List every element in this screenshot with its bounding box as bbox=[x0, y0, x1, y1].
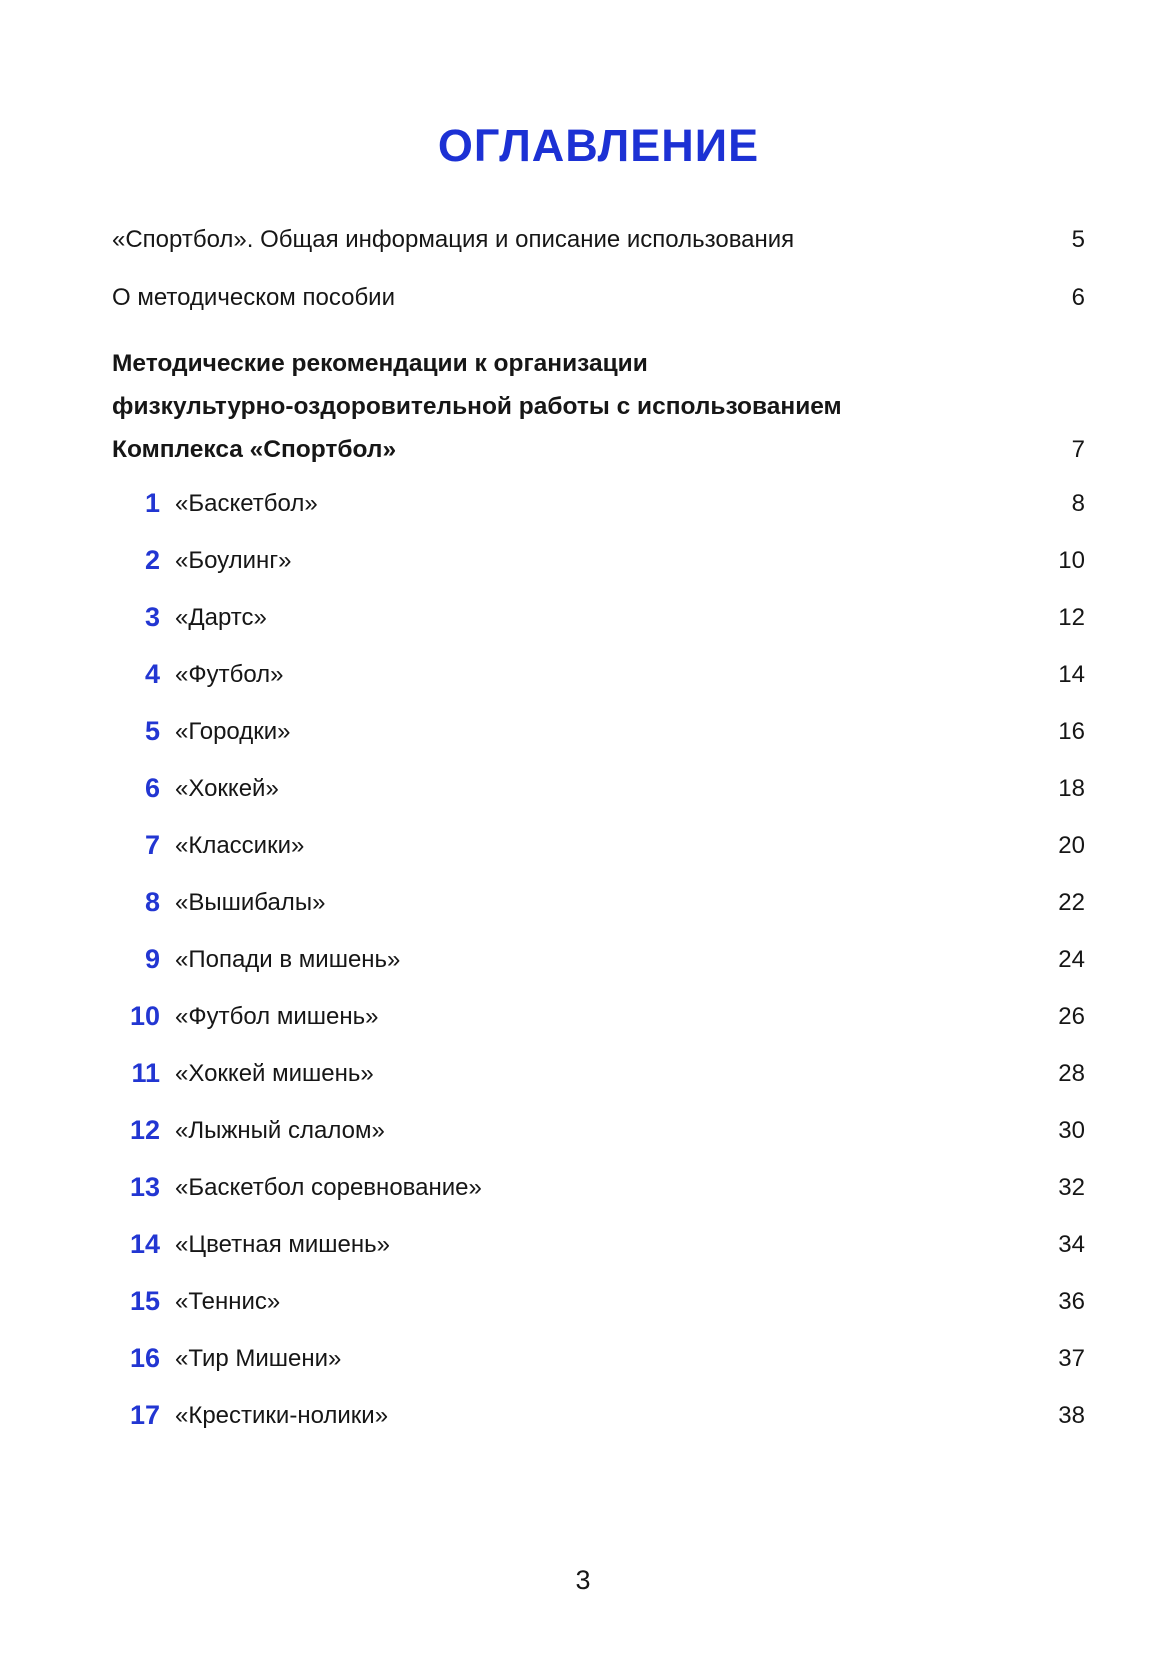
toc-section-entry bbox=[112, 342, 1085, 471]
entry-number: 15 bbox=[129, 1286, 160, 1316]
toc-numbered-entry bbox=[112, 1273, 1085, 1330]
toc-numbered-entry bbox=[112, 874, 1085, 931]
entry-page: 38 bbox=[1058, 1401, 1085, 1429]
toc-numbered-entry bbox=[112, 1330, 1085, 1387]
entry-label: «Попади в мишень» bbox=[175, 945, 401, 973]
entry-label: «Городки» bbox=[175, 717, 291, 745]
entry-number: 16 bbox=[129, 1343, 160, 1373]
toc-entry bbox=[112, 226, 1085, 256]
toc-numbered-entry bbox=[112, 1216, 1085, 1273]
entry-page: 14 bbox=[1058, 660, 1085, 688]
entry-number: 8 bbox=[144, 887, 160, 917]
entry-page: 24 bbox=[1058, 945, 1085, 973]
entry-label: «Цветная мишень» bbox=[175, 1230, 391, 1258]
numbered-list bbox=[112, 475, 1085, 1444]
footer-page-number: 3 bbox=[575, 1565, 591, 1595]
toc-numbered-entry bbox=[112, 988, 1085, 1045]
toc-numbered-entry bbox=[112, 1387, 1085, 1444]
entry-page: 12 bbox=[1058, 603, 1085, 631]
page-title: ОГЛАВЛЕНИЕ bbox=[437, 120, 760, 171]
entry-number: 14 bbox=[129, 1229, 160, 1259]
toc-numbered-entry bbox=[112, 475, 1085, 532]
toc-entry-page: 5 bbox=[1071, 226, 1085, 253]
entry-number: 3 bbox=[144, 602, 160, 632]
toc-entry-label: «Спортбол». Общая информация и описание использования bbox=[112, 226, 795, 253]
entry-number: 7 bbox=[144, 830, 160, 860]
entry-label: «Крестики-нолики» bbox=[175, 1401, 389, 1429]
entry-number: 10 bbox=[129, 1001, 160, 1031]
toc-numbered-entry bbox=[112, 532, 1085, 589]
toc-numbered-entry bbox=[112, 589, 1085, 646]
entry-label: «Баскетбол» bbox=[175, 489, 318, 517]
entry-page: 32 bbox=[1058, 1173, 1085, 1201]
entry-number: 9 bbox=[144, 944, 160, 974]
entry-page: 18 bbox=[1058, 774, 1085, 802]
toc-numbered-entry bbox=[112, 1045, 1085, 1102]
entry-page: 37 bbox=[1058, 1344, 1085, 1372]
toc-section-line: Методические рекомендации к организации bbox=[112, 350, 648, 377]
toc-content bbox=[0, 120, 1166, 1444]
entry-number: 12 bbox=[129, 1115, 160, 1145]
entry-label: «Лыжный слалом» bbox=[175, 1116, 385, 1144]
entry-number: 17 bbox=[129, 1400, 160, 1430]
toc-numbered-entry bbox=[112, 760, 1085, 817]
entry-label: «Тир Мишени» bbox=[175, 1344, 342, 1372]
toc-section-title bbox=[112, 342, 1072, 471]
entry-number: 5 bbox=[144, 716, 160, 746]
entry-page: 36 bbox=[1058, 1287, 1085, 1315]
entry-page: 34 bbox=[1058, 1230, 1085, 1258]
entry-label: «Баскетбол соревнование» bbox=[175, 1173, 482, 1201]
toc-numbered-entry bbox=[112, 646, 1085, 703]
entry-number: 1 bbox=[144, 488, 160, 518]
entry-page: 30 bbox=[1058, 1116, 1085, 1144]
entry-number: 6 bbox=[144, 773, 160, 803]
entry-label: «Дартс» bbox=[175, 603, 267, 631]
entry-label: «Классики» bbox=[175, 831, 305, 859]
toc-entry-page: 6 bbox=[1071, 284, 1085, 311]
entry-number: 2 bbox=[144, 545, 160, 575]
entry-label: «Футбол мишень» bbox=[175, 1002, 379, 1030]
entry-page: 28 bbox=[1058, 1059, 1085, 1087]
entry-label: «Теннис» bbox=[175, 1287, 281, 1315]
toc-numbered-entry bbox=[112, 1102, 1085, 1159]
entry-label: «Хоккей мишень» bbox=[175, 1059, 374, 1087]
entry-page: 10 bbox=[1058, 546, 1085, 574]
toc-numbered-entry bbox=[112, 931, 1085, 988]
entry-page: 8 bbox=[1071, 489, 1085, 517]
entry-page: 20 bbox=[1058, 831, 1085, 859]
entry-page: 22 bbox=[1058, 888, 1085, 916]
toc-entry-label: О методическом пособии bbox=[112, 284, 395, 311]
entry-label: «Вышибалы» bbox=[175, 888, 326, 916]
toc-numbered-entry bbox=[112, 817, 1085, 874]
entry-page: 26 bbox=[1058, 1002, 1085, 1030]
entry-label: «Футбол» bbox=[175, 660, 284, 688]
entry-label: «Боулинг» bbox=[175, 546, 292, 574]
entry-number: 13 bbox=[129, 1172, 160, 1202]
toc-entry bbox=[112, 284, 1085, 314]
toc-numbered-entry bbox=[112, 1159, 1085, 1216]
toc-numbered-entry bbox=[112, 703, 1085, 760]
toc-section-line: Комплекса «Спортбол» bbox=[112, 436, 397, 463]
entry-number: 11 bbox=[131, 1058, 160, 1088]
entry-number: 4 bbox=[144, 659, 160, 689]
entry-page: 16 bbox=[1058, 717, 1085, 745]
toc-section-line: физкультурно-оздоровительной работы с использованием bbox=[112, 393, 842, 420]
entry-label: «Хоккей» bbox=[175, 774, 279, 802]
toc-entry-page: 7 bbox=[1071, 436, 1085, 463]
